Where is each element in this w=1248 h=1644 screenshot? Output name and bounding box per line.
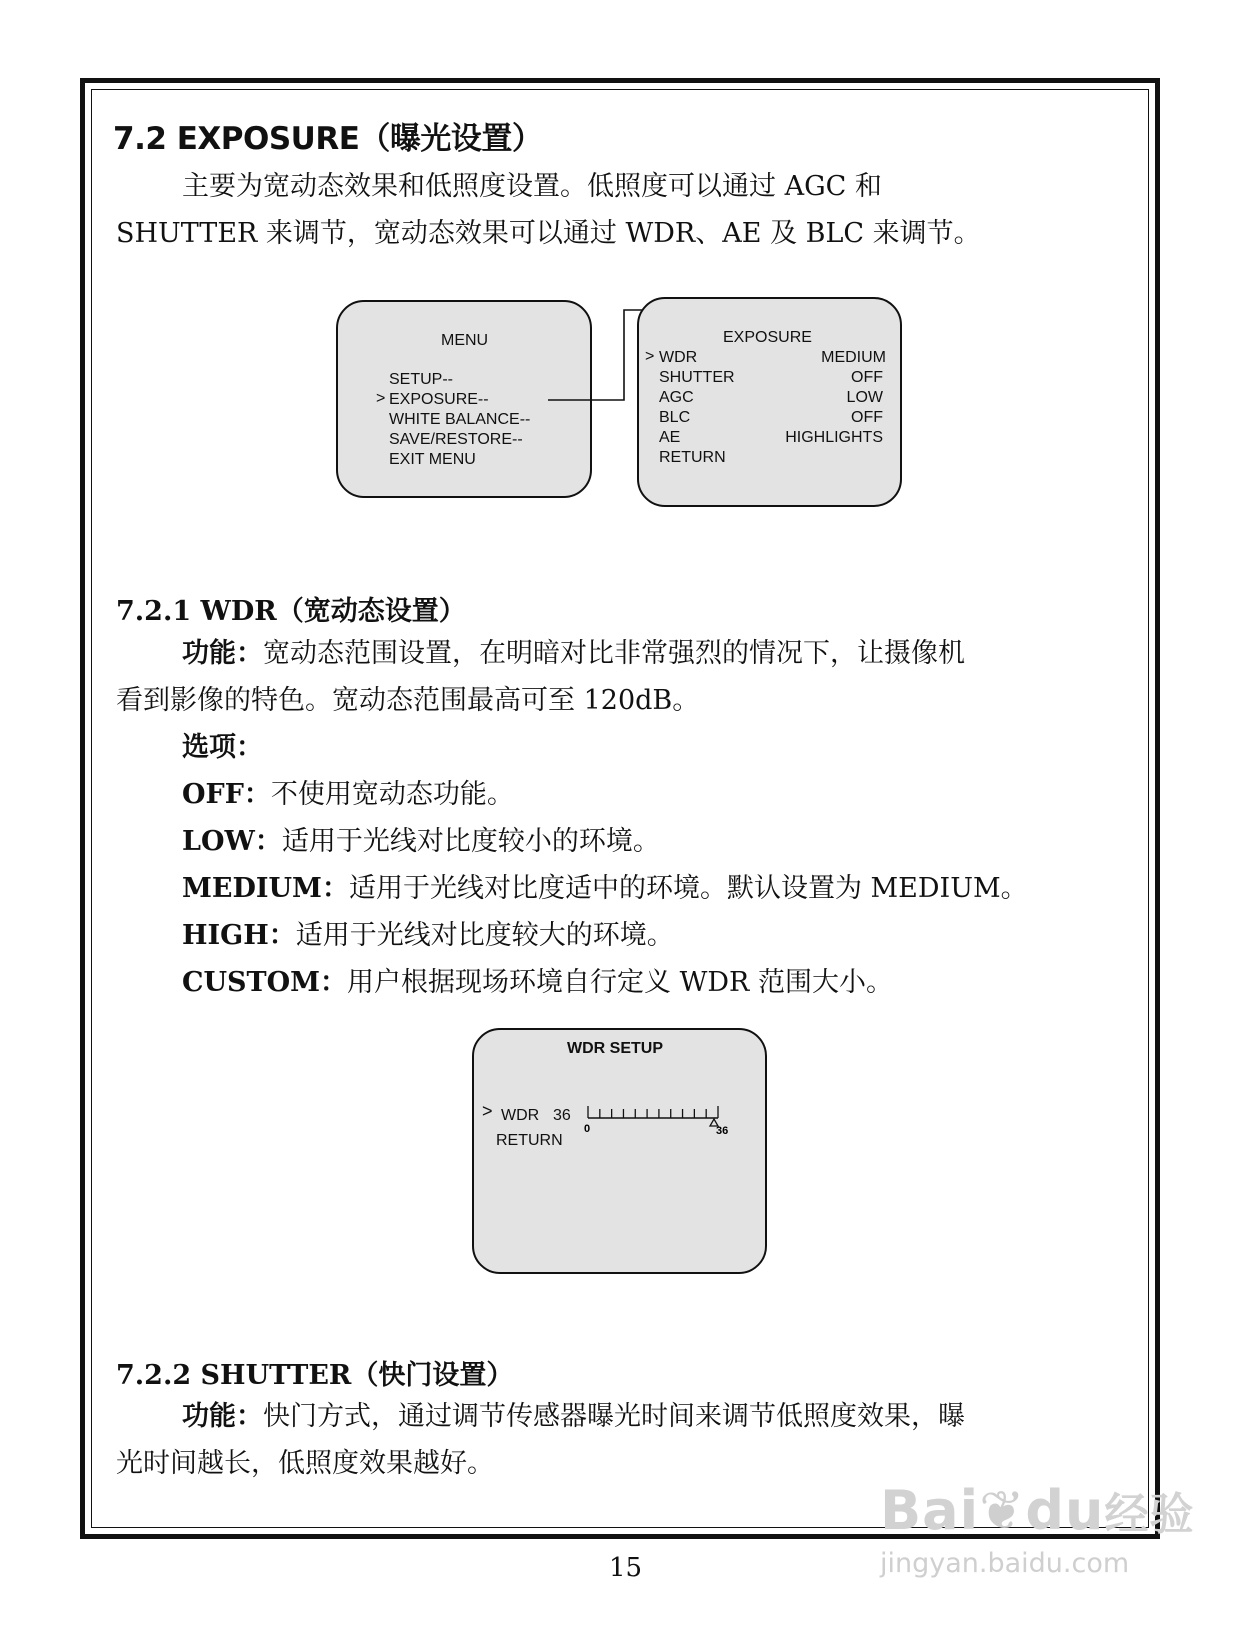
shutter-func-label: 功能： <box>182 1401 263 1432</box>
watermark-brand: Bai <box>880 1479 980 1542</box>
wdr-heading: 7.2.1 WDR（宽动态设置） <box>116 596 466 627</box>
exposure-label-return: RETURN <box>659 449 726 466</box>
baidu-watermark-logo <box>880 1478 1194 1542</box>
watermark-suffix: 经验 <box>1104 1489 1195 1540</box>
wdr-func-text-1: 宽动态范围设置，在明暗对比非常强烈的情况下，让摄像机 <box>263 638 965 669</box>
wdr-slider <box>584 1102 734 1142</box>
wdr-option-custom-desc: 用户根据现场环境自行定义 WDR 范围大小。 <box>347 967 893 998</box>
exposure-label-wdr: WDR <box>659 349 698 366</box>
wdr-scale-max: 36 <box>716 1125 729 1137</box>
wdr-setup-item-label: WDR <box>501 1107 540 1124</box>
exposure-label-agc: AGC <box>659 389 694 406</box>
menu-cursor: > <box>376 390 386 407</box>
wdr-option-off <box>182 771 514 818</box>
menu-item-save-restore: SAVE/RESTORE-- <box>389 431 523 448</box>
wdr-option-high-name: HIGH： <box>182 920 296 951</box>
page-number: 15 <box>609 1553 643 1583</box>
wdr-setup-osd-box <box>472 1028 767 1274</box>
wdr-option-high-desc: 适用于光线对比度较大的环境。 <box>295 920 674 951</box>
wdr-option-low-desc: 适用于光线对比度较小的环境。 <box>281 826 660 857</box>
section-title: 7.2 EXPOSURE（曝光设置） <box>113 121 543 157</box>
menu-connector-line <box>540 300 650 410</box>
wdr-option-medium-name: MEDIUM： <box>182 873 349 904</box>
wdr-setup-title: WDR SETUP <box>567 1040 663 1057</box>
intro-line-1: 主要为宽动态效果和低照度设置。低照度可以通过 AGC 和 <box>182 171 882 202</box>
exposure-label-shutter: SHUTTER <box>659 369 735 386</box>
wdr-setup-cursor: > <box>482 1101 493 1121</box>
shutter-heading: 7.2.2 SHUTTER（快门设置） <box>116 1360 514 1391</box>
wdr-option-medium-desc: 适用于光线对比度适中的环境。默认设置为 MEDIUM。 <box>348 873 1028 904</box>
wdr-option-high <box>182 912 674 959</box>
exposure-label-ae: AE <box>659 429 681 446</box>
exposure-label-blc: BLC <box>659 409 691 426</box>
wdr-option-custom <box>182 959 893 1006</box>
watermark-url: jingyan.baidu.com <box>880 1548 1130 1579</box>
exposure-value-ae: HIGHLIGHTS <box>785 429 883 446</box>
wdr-setup-return: RETURN <box>496 1132 563 1149</box>
intro-line-2: SHUTTER 来调节，宽动态效果可以通过 WDR、AE 及 BLC 来调节。 <box>116 218 981 249</box>
exposure-osd-box <box>637 297 902 507</box>
menu-item-setup: SETUP-- <box>389 371 453 388</box>
wdr-options-label: 选项： <box>182 732 263 763</box>
watermark-brand-tail: du <box>1025 1479 1105 1542</box>
exposure-value-shutter: OFF <box>851 369 883 386</box>
wdr-func-text-2: 看到影像的特色。宽动态范围最高可至 120dB。 <box>116 685 700 716</box>
exposure-value-agc: LOW <box>846 389 883 406</box>
wdr-option-low <box>182 818 660 865</box>
wdr-setup-item-value: 36 <box>553 1107 571 1124</box>
menu-item-exposure: EXPOSURE-- <box>389 391 489 408</box>
menu-item-exit-menu: EXIT MENU <box>389 451 476 468</box>
wdr-option-custom-name: CUSTOM： <box>182 967 348 998</box>
exposure-value-blc: OFF <box>851 409 883 426</box>
exposure-title: EXPOSURE <box>723 329 812 346</box>
wdr-option-off-name: OFF： <box>182 779 271 810</box>
wdr-func-label: 功能： <box>182 638 263 669</box>
exposure-value-wdr: MEDIUM <box>821 349 886 366</box>
menu-item-white-balance: WHITE BALANCE-- <box>389 411 531 428</box>
exposure-cursor: > <box>645 348 655 365</box>
watermark-paw-icon: ❦ <box>979 1479 1026 1542</box>
menu-title: MENU <box>441 332 489 349</box>
shutter-func-text-1: 快门方式，通过调节传感器曝光时间来调节低照度效果，曝 <box>263 1401 965 1432</box>
wdr-option-medium <box>182 865 1028 912</box>
wdr-option-low-name: LOW： <box>182 826 282 857</box>
wdr-option-off-desc: 不使用宽动态功能。 <box>270 779 514 810</box>
wdr-scale-min: 0 <box>584 1123 591 1135</box>
shutter-func-text-2: 光时间越长，低照度效果越好。 <box>116 1448 494 1479</box>
